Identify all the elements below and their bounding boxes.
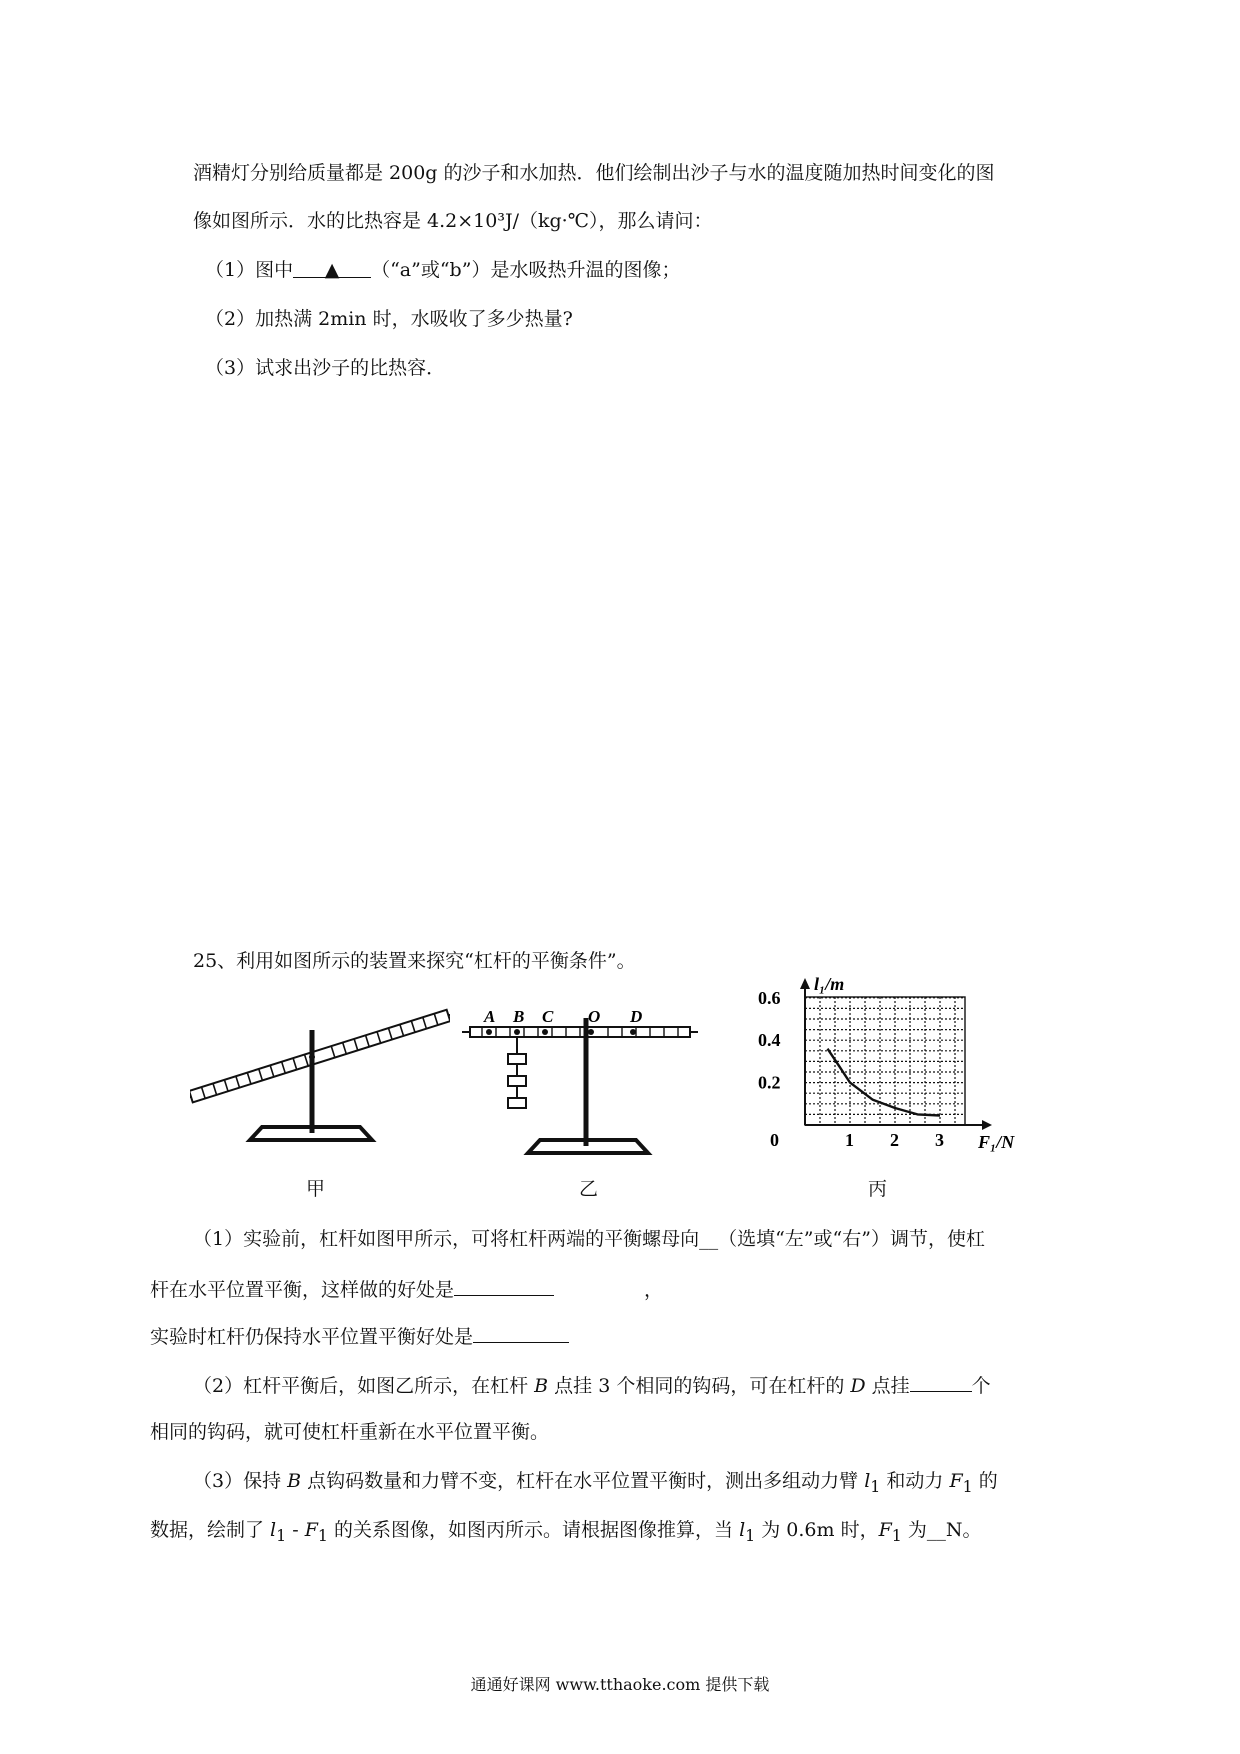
- q25-p3-text: 点钩码数量和力臂不变，杠杆在水平位置平衡时，测出多组动力臂: [301, 1470, 865, 1492]
- triangle-icon: ▲: [324, 259, 340, 281]
- symbol-f: F: [949, 1470, 963, 1492]
- q25-p2-text: （2）杠杆平衡后，如图乙所示，在杠杆: [193, 1375, 535, 1397]
- tilted-lever: [190, 1008, 450, 1105]
- label-c: C: [542, 1007, 554, 1026]
- y-tick-label: 0.4: [758, 1030, 781, 1051]
- point-d-label: D: [850, 1375, 866, 1397]
- q25-p1-line2: [150, 1275, 663, 1303]
- subscript-1: 1: [276, 1525, 287, 1545]
- q25-p3-line2: [150, 1517, 982, 1549]
- q25-p3-line1: [193, 1468, 998, 1500]
- q25-p2-line1: [193, 1371, 991, 1399]
- hook-weights: [508, 1037, 526, 1108]
- symbol-f: F: [878, 1519, 892, 1541]
- answer-blank: [293, 257, 371, 281]
- symbol-f: F: [304, 1519, 318, 1541]
- q24-sub1-suffix: （“a”或“b”）是水吸热升温的图像；: [371, 259, 681, 281]
- label-b: B: [513, 1007, 525, 1026]
- subscript-1: 1: [317, 1525, 328, 1545]
- subscript-1: 1: [745, 1525, 756, 1545]
- stand-base: [528, 1140, 648, 1153]
- x-tick-label: 1: [845, 1130, 854, 1150]
- q25-p3-text: 为 0.6m 时，: [755, 1519, 879, 1541]
- q25-p2-text: 个: [971, 1375, 991, 1397]
- y-axis-arrow-icon: [800, 978, 810, 989]
- figure-bing-chart: [750, 975, 1050, 1160]
- q25-p2-line2: 相同的钩码，就可使杠杆重新在水平位置平衡。: [150, 1421, 550, 1443]
- figure-jia: [190, 985, 450, 1150]
- subscript-1: 1: [962, 1476, 973, 1496]
- point-b-label: B: [287, 1470, 302, 1492]
- q25-p3-text: （3）保持: [193, 1470, 288, 1492]
- q24-sub3: （3）试求出沙子的比热容．: [205, 357, 446, 379]
- x-tick-label: 3: [935, 1130, 944, 1150]
- q25-p3-text: 数据，绘制了: [150, 1519, 271, 1541]
- q25-p2-text: 点挂 3 个相同的钩码，可在杠杆的: [548, 1375, 851, 1397]
- caption-bing: 丙: [868, 1178, 888, 1200]
- y-tick-label: 0.6: [758, 987, 781, 1008]
- q24-sub1: [205, 257, 680, 283]
- subscript-1: 1: [870, 1476, 881, 1496]
- answer-blank: [454, 1275, 554, 1296]
- origin-label: 0: [770, 1130, 779, 1150]
- caption-yi: 乙: [579, 1178, 599, 1200]
- q25-p1-comma: ，: [644, 1279, 664, 1301]
- q25-p1-line1: （1）实验前，杠杆如图甲所示，可将杠杆两端的平衡螺母向__（选填“左”或“右”）调节，使杠: [193, 1228, 985, 1250]
- q25-p3-text: 为__N。: [901, 1519, 982, 1541]
- q25-p3-text: 的: [972, 1470, 998, 1492]
- y-tick-label: 0.2: [758, 1072, 781, 1093]
- q25-p1-text: 杆在水平位置平衡，这样做的好处是: [150, 1279, 455, 1301]
- stand-base: [250, 1127, 372, 1140]
- label-a: A: [484, 1007, 496, 1026]
- answer-blank: [473, 1322, 569, 1343]
- label-d: D: [630, 1007, 643, 1026]
- point-b-label: B: [534, 1375, 549, 1397]
- q25-p1-line3: [150, 1322, 569, 1350]
- caption-jia: 甲: [306, 1178, 326, 1200]
- symbol-l: l: [739, 1519, 746, 1541]
- answer-blank: [910, 1371, 972, 1392]
- q25-p2-text: 点挂: [865, 1375, 910, 1397]
- q24-intro-line1: 酒精灯分别给质量都是 200g 的沙子和水加热．他们绘制出沙子与水的温度随加热时间变化的图: [193, 162, 995, 184]
- x-axis-arrow-icon: [982, 1120, 992, 1130]
- q24-intro-line2: 像如图所示．水的比热容是 4.2×10³J/（kg·℃），那么请问：: [193, 210, 713, 232]
- figure-yi: [458, 1000, 718, 1170]
- q25-title: 25、利用如图所示的装置来探究“杠杆的平衡条件”。: [193, 950, 636, 972]
- q24-sub2: （2）加热满 2min 时，水吸收了多少热量?: [205, 308, 573, 330]
- symbol-l: l: [270, 1519, 277, 1541]
- x-axis-label: F₁/N: [978, 1132, 1015, 1152]
- q25-p3-text: -: [286, 1519, 305, 1541]
- q25-p3-text: 和动力: [880, 1470, 950, 1492]
- y-axis-label: l₁/m: [814, 975, 845, 994]
- q24-sub1-prefix: （1）图中: [205, 259, 294, 281]
- q25-p1-text: 实验时杠杆仍保持水平位置平衡好处是: [150, 1326, 474, 1348]
- page-footer: 通通好课网 www.tthaoke.com 提供下载: [470, 1675, 770, 1694]
- x-tick-label: 2: [890, 1130, 899, 1150]
- label-o: O: [588, 1007, 601, 1026]
- q25-p3-text: 的关系图像，如图丙所示。请根据图像推算，当: [327, 1519, 740, 1541]
- symbol-l: l: [864, 1470, 871, 1492]
- subscript-1: 1: [891, 1525, 902, 1545]
- series-curve: [828, 1049, 941, 1116]
